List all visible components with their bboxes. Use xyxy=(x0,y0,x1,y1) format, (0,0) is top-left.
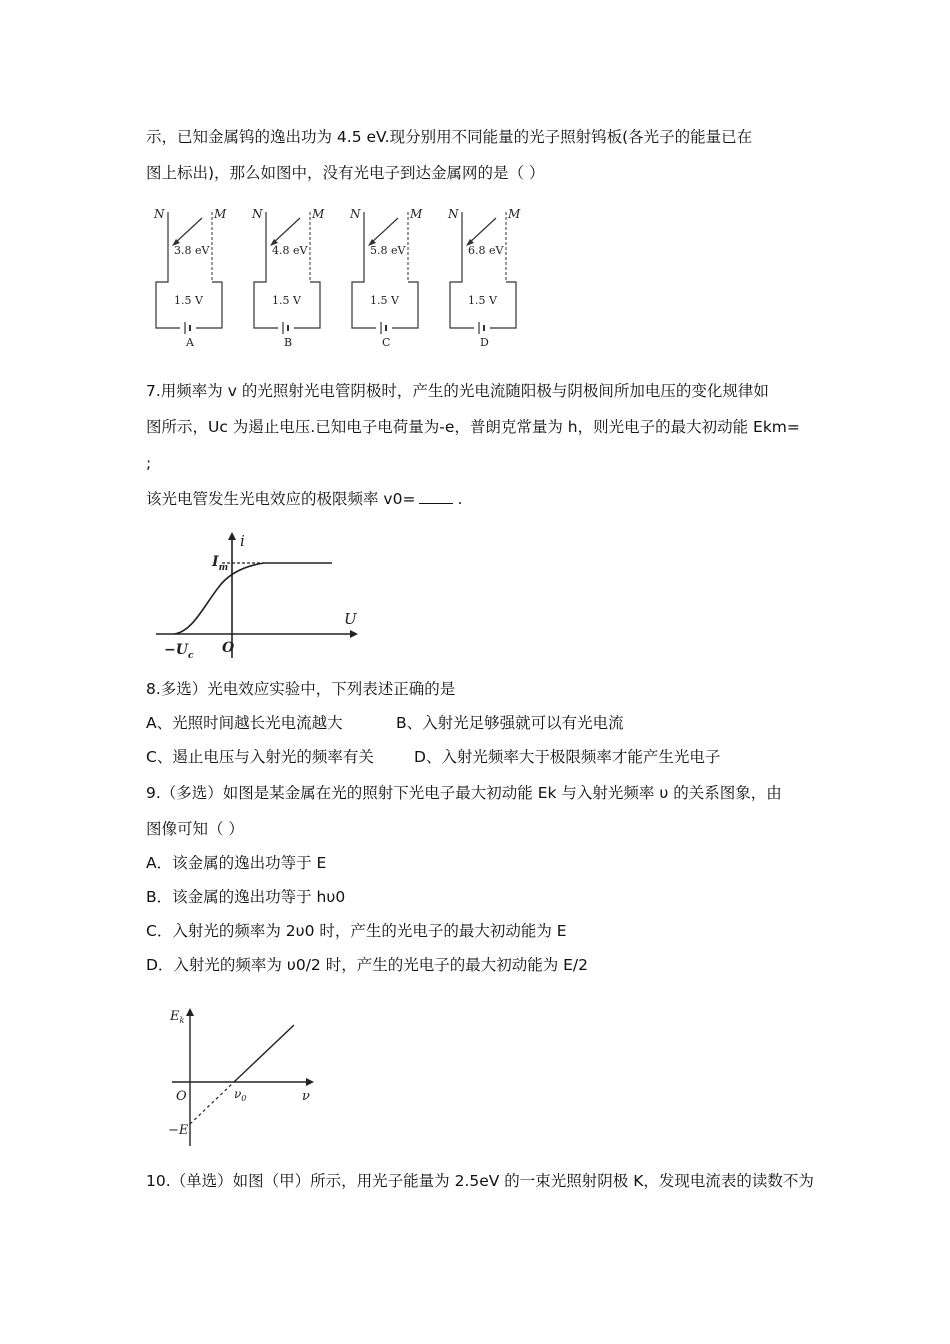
label-M: M xyxy=(508,207,521,221)
wire-right xyxy=(212,282,222,312)
q9-line-1: 9.（多选）如图是某金属在光的照射下光电子最大初动能 Ek 与入射光频率 υ 的关系图象，由 xyxy=(146,784,782,802)
v0-subscript: 0 xyxy=(241,1094,247,1103)
ek-label: E xyxy=(170,1009,180,1024)
q9-option-d: D．入射光的频率为 υ0/2 时，产生的光电子的最大初动能为 E/2 xyxy=(146,956,589,974)
wire-right xyxy=(408,282,418,312)
uc-label: −U xyxy=(164,642,188,658)
battery-voltage: 1.5 V xyxy=(272,294,301,307)
x-axis-label: ν xyxy=(302,1089,310,1104)
q6-circuit-figure xyxy=(150,202,530,348)
q7-line-3: ; xyxy=(146,454,152,472)
y-axis-label: i xyxy=(240,532,245,550)
panel-letter: D xyxy=(480,336,489,348)
q6-line-2: 图上标出)，那么如图中，没有光电子到达金属网的是（ ） xyxy=(146,164,545,182)
im-subscript: m xyxy=(218,563,229,573)
panel-A xyxy=(153,207,227,348)
tungsten-plate xyxy=(450,212,462,312)
panel-letter: B xyxy=(284,336,293,348)
x-axis-label: U xyxy=(344,610,357,628)
tungsten-plate xyxy=(156,212,168,312)
label-M: M xyxy=(312,207,325,221)
v0-label: ν xyxy=(234,1087,242,1101)
q9-option-a: A．该金属的逸出功等于 E xyxy=(146,854,327,872)
ek-line-dashed xyxy=(190,1082,234,1124)
q8-stem: 8.多选）光电效应实验中，下列表述正确的是 xyxy=(146,680,456,698)
q7-line-1: 7.用频率为 v 的光照射光电管阴极时，产生的光电流随阳极与阴极间所加电压的变化规律如 xyxy=(146,382,769,400)
panel-B xyxy=(251,207,325,348)
q9-line-2: 图像可知（ ） xyxy=(146,820,244,838)
wire-right xyxy=(506,282,516,312)
q7-line-4-suffix: . xyxy=(457,490,463,508)
q7-line-2: 图所示，Uc 为遏止电压.已知电子电荷量为-e，普朗克常量为 h，则光电子的最大初动能 Ekm= xyxy=(146,418,800,436)
tungsten-plate xyxy=(254,212,266,312)
circuit-loop xyxy=(156,312,180,328)
tungsten-plate xyxy=(352,212,364,312)
photon-energy: 5.8 eV xyxy=(370,244,406,257)
q9-ek-graph xyxy=(164,1000,324,1148)
photon-arrow xyxy=(174,218,202,244)
q8-option-d: D、入射光频率大于极限频率才能产生光电子 xyxy=(414,748,721,766)
label-N: N xyxy=(252,207,263,221)
q6-line-1: 示，已知金属钨的逸出功为 4.5 eV.现分别用不同能量的光子照射钨板(各光子的能量已在 xyxy=(146,128,753,146)
battery-voltage: 1.5 V xyxy=(468,294,497,307)
q9-option-b: B．该金属的逸出功等于 hυ0 xyxy=(146,888,346,906)
label-M: M xyxy=(214,207,227,221)
photon-arrow xyxy=(272,218,300,244)
label-N: N xyxy=(154,207,165,221)
panel-letter: A xyxy=(186,336,194,348)
label-M: M xyxy=(410,207,423,221)
q9-option-c: C．入射光的频率为 2υ0 时，产生的光电子的最大初动能为 E xyxy=(146,922,567,940)
q8-option-b: B、入射光足够强就可以有光电流 xyxy=(396,714,624,732)
circuit-loop xyxy=(254,312,278,328)
photon-arrow xyxy=(468,218,496,244)
label-N: N xyxy=(448,207,459,221)
q7-iu-graph xyxy=(152,528,364,664)
answer-blank[interactable] xyxy=(419,489,453,504)
ek-subscript: k xyxy=(179,1016,185,1025)
neg-e-label: −E xyxy=(168,1123,189,1138)
origin-label: O xyxy=(176,1089,187,1104)
im-label: I xyxy=(212,554,219,570)
circuit-loop xyxy=(450,312,474,328)
origin-label: O xyxy=(222,640,235,656)
wire-right xyxy=(310,282,320,312)
panel-C xyxy=(349,207,423,348)
photon-energy: 4.8 eV xyxy=(272,244,308,257)
q8-option-c: C、遏止电压与入射光的频率有关 xyxy=(146,748,374,766)
panel-D xyxy=(447,207,521,348)
q7-line-4 xyxy=(146,488,462,510)
label-N: N xyxy=(350,207,361,221)
battery-voltage: 1.5 V xyxy=(370,294,399,307)
q10-line-1: 10.（单选）如图（甲）所示，用光子能量为 2.5eV 的一束光照射阴极 K，发现电流表的读数不为 xyxy=(146,1172,814,1190)
panel-letter: C xyxy=(382,336,391,348)
svg-text:ν0 xyxy=(234,1087,246,1103)
photocurrent-curve xyxy=(174,563,332,634)
ek-line-solid xyxy=(234,1025,294,1082)
photon-energy: 3.8 eV xyxy=(174,244,210,257)
battery-voltage: 1.5 V xyxy=(174,294,203,307)
circuit-loop xyxy=(352,312,376,328)
svg-text:−Uc xyxy=(164,642,194,661)
svg-text:Im xyxy=(211,554,228,573)
uc-subscript: c xyxy=(187,651,194,661)
photon-arrow xyxy=(370,218,398,244)
q7-line-4-prefix: 该光电管发生光电效应的极限频率 v0= xyxy=(146,490,416,508)
svg-text:Ek xyxy=(169,1009,185,1025)
photon-energy: 6.8 eV xyxy=(468,244,504,257)
q8-option-a: A、光照时间越长光电流越大 xyxy=(146,714,343,732)
